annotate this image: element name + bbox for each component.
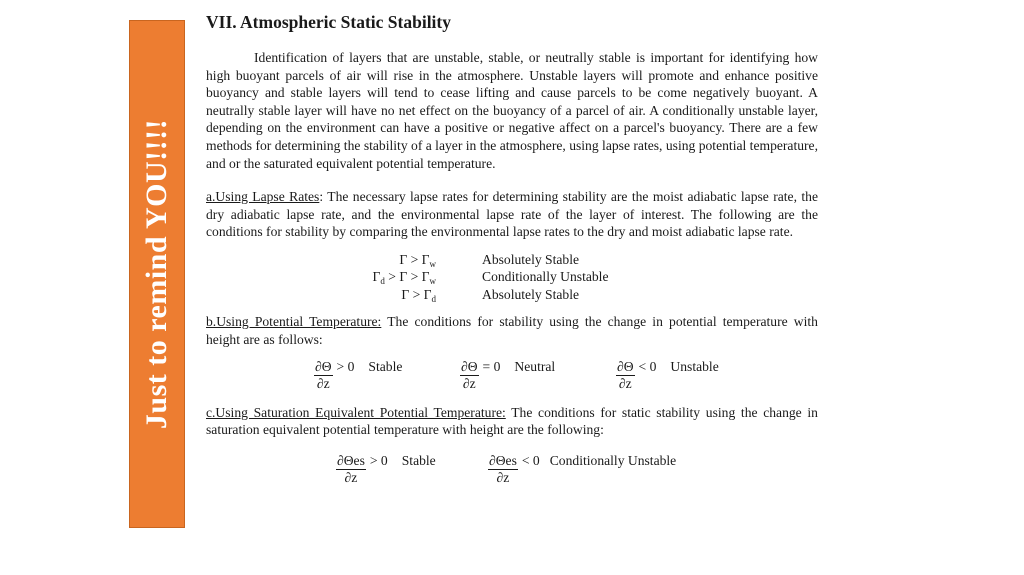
section-a-paragraph: [206, 188, 818, 241]
lapse-condition-row: [206, 268, 818, 286]
section-c-paragraph: [206, 404, 818, 439]
lapse-condition-result: Conditionally Unstable: [482, 269, 609, 285]
lapse-condition-row: [206, 251, 818, 269]
lapse-condition-expression: $\Gamma > \Gamma_d$: [401, 286, 436, 304]
lapse-condition-result: Absolutely Stable: [482, 251, 580, 267]
derivative-condition: $\frac{\text{∂Θes}}{\partial z}$ > 0 Stable: [337, 452, 436, 485]
lapse-rate-conditions: [206, 251, 818, 304]
derivative-condition: $\frac{\text{∂Θes}}{\partial z}$ < 0 Conditionally Unstable: [489, 452, 677, 485]
reminder-banner-text: Just to remind YOU!!!!: [140, 118, 173, 430]
section-c-heading: c.Using Saturation Equivalent Potential Temperature:: [206, 404, 506, 420]
lapse-condition-result: Absolutely Stable: [482, 286, 580, 302]
saturation-potential-temperature-conditions: [206, 453, 818, 486]
derivative-condition: $\frac{\partial\Theta}{\partial z}$ < 0 Unstable: [617, 358, 719, 391]
potential-temperature-conditions: [206, 359, 818, 392]
lapse-condition-expression: $\Gamma_d > \Gamma > \Gamma_w$: [372, 269, 436, 287]
derivative-condition: $\frac{\partial\Theta}{\partial z}$ > 0 Stable: [315, 358, 403, 391]
section-a-text: : The necessary lapse rates for determining stability are the moist adiabatic lapse rate, the dry adiabatic lapse rate, and the environmental lapse rate of the layer of interest. The following are the conditions for stability by comparing the environmental lapse rates to the dry and moist adiabatic lapse rate.: [206, 189, 818, 240]
lapse-condition-expression: $\Gamma > \Gamma_w$: [399, 251, 436, 269]
reminder-banner: [129, 20, 185, 528]
section-a-heading: a.Using Lapse Rates: [206, 189, 320, 205]
section-b-text: The conditions for stability using the change in potential temperature with height are as follows:: [206, 314, 818, 348]
intro-paragraph: Identification of layers that are unstable, stable, or neutrally stable is important for identifying how high buoyant parcels of air will rise in the atmosphere. Unstable layers will promote and enhance positive buoyancy and stable layers will tend to cease lifting and cause parcels to be come negatively buoyant. A neutrally stable layer will have no net effect on the buoyancy of a parcel of air. A conditionally unstable layer, depending on the environment can have a positive or negative affect on a parcel's buoyancy. There are a few methods for determining the stability of a layer in the atmosphere, using lapse rates, using potential temperature, and or the saturated equivalent potential temperature.: [206, 50, 818, 171]
section-b-paragraph: [206, 313, 818, 348]
derivative-condition: $\frac{\partial\Theta}{\partial z}$ = 0 Neutral: [461, 358, 556, 391]
section-title: VII. Atmospheric Static Stability: [206, 12, 451, 32]
document-page: [206, 10, 818, 498]
section-b-heading: b.Using Potential Temperature:: [206, 314, 382, 330]
section-c-text: The conditions for static stability using the change in saturation equivalent potential temperature with height are the following:: [206, 404, 818, 438]
lapse-condition-row: [206, 286, 818, 304]
